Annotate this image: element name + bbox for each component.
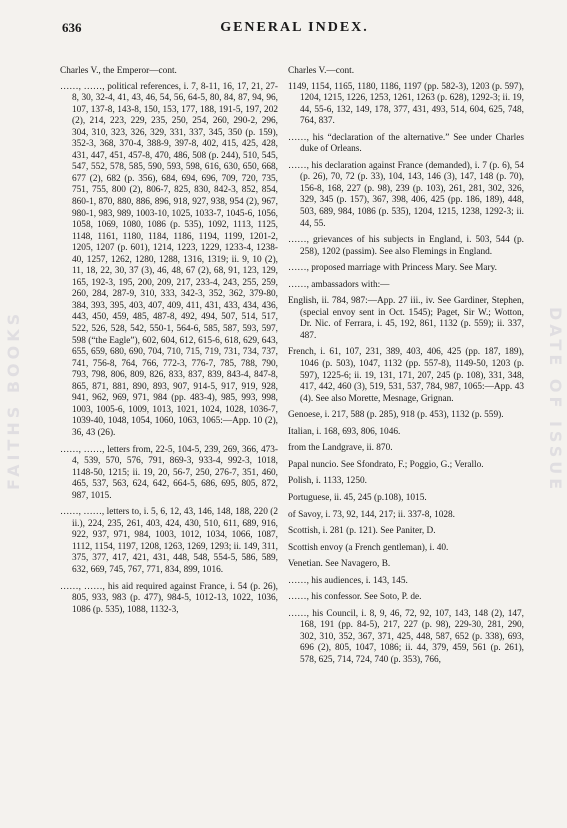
- index-entry: Scottish envoy (a French gentleman), i. 40.: [288, 542, 449, 553]
- library-stamp-left: FAITHS BOOKS: [4, 309, 23, 491]
- page-title: GENERAL INDEX.: [220, 20, 369, 35]
- left-column: [60, 66, 278, 816]
- index-entry: ……, ……, political references, i. 7, 8-11, 16, 17, 21, 27-8, 30, 32-4, 41, 43, 46, 54, 56, 64-5, 80, 84, 87, 94, 96, 107, 137-8, 143-8, 150, 153, 177, 188, 191-5, 197, 202 (2), 214, 223, 229, 235, 250, 254, 260, 290-2, 296, 304, 310, 323, 326, 329, 331, 337, 345, 350 (p. 159), 352-3, 368, 370-4, 388-9, 397-8, 402, 415, 425, 428, 431, 447, 451, 457-8, 470, 486, 508 (p. 244), 510, 545, 547, 552, 578, 585, 590, 593, 598, 616, 630, 650, 668, 677 (2), 682 (p. 356), 684, 694, 696, 709, 720, 735, 751, 755, 800 (2), 806-7, 825, 830, 842-3, 852, 854, 860-1, 870, 880, 886, 896, 918, 927, 938, 954 (2), 967, 980-1, 983, 989, 1003-10, 1025, 1033-7, 1045-6, 1056, 1058, 1069, 1080, 1086 (p. 535), 1092, 1113, 1125, 1148, 1161, 1180, 1184, 1186, 1194, 1199, 1201-2, 1205, 1207 (p. 601), 1214, 1223, 1229, 1233-4, 1238-40, 1257, 1262, 1280, 1288, 1316, 1319; ii. 9, 10 (2), 11, 18, 22, 30, 37 (3), 46, 48, 67 (2), 68, 91, 123, 129, 165, 192-3, 195, 200, 209, 217, 233-4, 243, 255, 259, 260, 284, 287-9, 310, 333, 342-3, 352, 362, 379-80, 384, 393, 395, 403, 407, 409, 411, 431, 433, 434, 436, 443, 450, 459, 485, 487-8, 492, 494, 507, 514, 517, 522, 526, 528, 542, 550-1, 564-6, 585, 587, 593, 597, 598 (“the Eagle”), 602, 604, 612, 615-6, 618, 629, 643, 655, 659, 680, 690, 704, 710, 715, 719, 731, 734, 737, 741, 756-8, 764, 766, 772-3, 776-7, 785, 788, 790, 793, 798, 806, 809, 826, 833, 837, 839, 843-4, 847-8, 865, 871, 881, 890, 893, 907, 914-5, 917, 919, 928, 941, 962, 969, 971, 984 (pp. 483-4), 985, 993, 998, 1003, 1005-6, 1009, 1013, 1021, 1024, 1028, 1036-7, 1039-40, 1048, 1054, 1060, 1063, 1065:—App. 10 (2), 36, 43 (26).: [60, 81, 278, 438]
- index-entry: Genoese, i. 217, 588 (p. 285), 918 (p. 453), 1132 (p. 559).: [288, 410, 504, 421]
- index-entry: French, i. 61, 107, 231, 389, 403, 406, 425 (pp. 187, 189), 1046 (p. 503), 1047, 1132 (pp. 557-8), 1149-50, 1203 (p. 597), 1225-6; ii. 19, 131, 171, 207, 245 (p. 108), 331, 348, 417, 442, 460 (3), 519, 531, 537, 784, 987, 1065:—App. 43 (4). See also Morette, Mesnage, Grignan.: [288, 347, 524, 404]
- index-entry: ……, ambassadors with:—: [288, 279, 390, 290]
- index-entry: ……, grievances of his subjects in England, i. 503, 544 (p. 258), 1202 (passim). See also Flemings in England.: [288, 235, 524, 257]
- right-column: [288, 66, 524, 816]
- index-entry: ……, his confessor. See Soto, P. de.: [288, 592, 422, 603]
- index-entry: ……, his declaration against France (demanded), i. 7 (p. 6), 54 (p. 26), 70, 72 (p. 33), 104, 143, 146 (3), 147, 148 (p. 70), 156-8, 168, 227 (p. 98), 239 (p. 103), 261, 281, 302, 326, 329, 345 (p. 157), 367, 398, 406, 425 (pp. 186, 189), 448, 503, 689, 984, 1086 (p. 535), 1204, 1215, 1238, 1292-3; ii. 44, 55.: [288, 160, 524, 229]
- index-entry: ……, ……, his aid required against France, i. 54 (p. 26), 805, 933, 983 (p. 477), 984-5, 1012-13, 1022, 1036, 1086 (p. 535), 1088, 1132-3,: [60, 581, 278, 615]
- index-entry: Italian, i. 168, 693, 806, 1046.: [288, 426, 401, 437]
- index-entry: Polish, i. 1133, 1250.: [288, 476, 367, 487]
- library-stamp-right: DATE OF ISSUE: [546, 306, 565, 494]
- index-entry: ……, ……, letters from, 22-5, 104-5, 239, 269, 366, 473-4, 539, 570, 576, 791, 869-3, 933-4, 992-3, 1018, 1148-50, 1215; ii. 19, 20, 56-7, 250, 276-7, 351, 460, 465, 537, 563, 624, 642, 664-5, 686, 695, 805, 872, 987, 1015.: [60, 444, 278, 501]
- page-number: 636: [62, 20, 82, 35]
- index-entry: Venetian. See Navagero, B.: [288, 559, 391, 570]
- index-entry: ……, proposed marriage with Princess Mary. See Mary.: [288, 263, 497, 274]
- index-entry: from the Landgrave, ii. 870.: [288, 443, 393, 454]
- index-entry: 1149, 1154, 1165, 1180, 1186, 1197 (pp. 582-3), 1203 (p. 597), 1204, 1215, 1226, 1253, 1261, 1263 (p. 628), 1292-3; ii. 19, 44, 55-6, 132, 149, 178, 377, 431, 493, 514, 604, 625, 748, 764, 837.: [288, 81, 524, 127]
- index-entry: English, ii. 784, 987:—App. 27 iii., iv. See Gardiner, Stephen, (special envoy sent in Oct. 1545); Paget, Sir W.; Wotton, Dr. Nic. of Ferrara, i. 45, 192, 861, 1132 (p. 559); ii. 337, 487.: [288, 296, 524, 341]
- index-entry: Scottish, i. 281 (p. 121). See Paniter, D.: [288, 526, 436, 537]
- index-entry: of Savoy, i. 73, 92, 144, 217; ii. 337-8, 1028.: [288, 509, 455, 520]
- index-entry: Portuguese, ii. 45, 245 (p.108), 1015.: [288, 492, 427, 503]
- column-heading: Charles V., the Emperor—cont.: [60, 66, 177, 76]
- index-entry: ……, his Council, i. 8, 9, 46, 72, 92, 107, 143, 148 (2), 147, 168, 191 (pp. 84-5), 217, 227 (p. 98), 229-30, 281, 290, 302, 310, 352, 367, 371, 425, 448, 587, 652 (p. 338), 693, 696 (2), 805, 1047, 1086; ii. 44, 379, 459, 561 (p. 261), 578, 625, 714, 724, 740 (p. 353), 766,: [288, 608, 524, 665]
- column-heading: Charles V.—cont.: [288, 66, 355, 76]
- index-entry: ……, his audiences, i. 143, 145.: [288, 575, 408, 586]
- index-entry: Papal nuncio. See Sfondrato, F.; Poggio, G.; Verallo.: [288, 459, 484, 470]
- index-entry: ……, his “declaration of the alternative.” See under Charles duke of Orleans.: [288, 132, 524, 155]
- index-entry: ……, ……, letters to, i. 5, 6, 12, 43, 146, 148, 188, 220 (2 ii.), 224, 235, 261, 403, 424, 430, 510, 611, 689, 916, 922, 937, 971, 984, 1003, 1012, 1034, 1066, 1087, 1112, 1154, 1197, 1208, 1263, 1269, 1293; ii. 149, 311, 375, 377, 417, 421, 431, 448, 548, 554-5, 586, 589, 632, 669, 745, 767, 771, 834, 899, 1016.: [60, 507, 278, 575]
- page-header: [62, 20, 527, 40]
